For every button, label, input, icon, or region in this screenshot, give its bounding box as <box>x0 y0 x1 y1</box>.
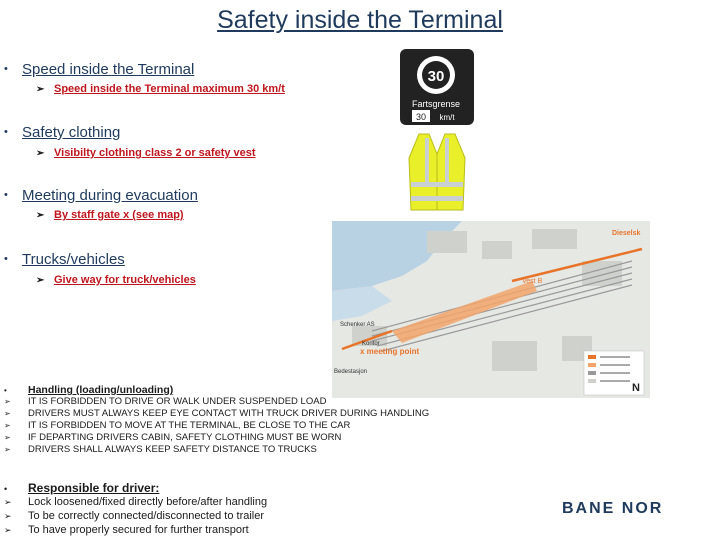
map-label-bedestasjon: Bedestasjon <box>334 369 368 375</box>
bullet-clothing: • Safety clothing <box>4 124 121 141</box>
sign-unit: km/t <box>439 113 455 122</box>
handling-rules: • Handling (loading/unloading) ➢ IT IS FORBIDDEN TO DRIVE OR WALK UNDER SUSPENDED LOAD ➢ DRIVERS MUST ALWAYS KEEP EYE CONTACT WITH TRUCK DRIVER DURING HANDLING ➢ IT IS FORBIDDEN TO MOVE AT THE TERMINAL, BE CLOSE TO THE CAR ➢ IF DEPARTING DRIVERS CABIN, SAFETY CLOTHING MUST BE WORN ➢ DRIVERS SHALL ALWAYS KEEP SAFETY DISTANCE TO TRUCKS <box>4 384 430 455</box>
sub-trucks: ➢ Give way for truck/vehicles <box>36 274 196 286</box>
map-label-kontor: Kontor <box>362 341 380 347</box>
terminal-map <box>332 221 650 398</box>
map-label-vest: Vest B <box>522 278 543 285</box>
list-item: ➢ IF DEPARTING DRIVERS CABIN, SAFETY CLOTHING MUST BE WORN <box>4 432 342 443</box>
safety-vest-icon <box>405 132 469 212</box>
driver-rules: • Responsible for driver: ➢ Lock loosened/fixed directly before/after handling ➢ To be correctly connected/disconnected to trailer ➢ To have properly secured for further transport <box>4 481 268 536</box>
list-item: ➢ IT IS FORBIDDEN TO MOVE AT THE TERMINAL, BE CLOSE TO THE CAR <box>4 420 351 431</box>
north-arrow-icon: N <box>632 382 640 394</box>
map-label-schenker: Schenker AS <box>340 322 375 328</box>
list-item: ➢ DRIVERS MUST ALWAYS KEEP EYE CONTACT WITH TRUCK DRIVER DURING HANDLING <box>4 408 430 419</box>
bullet-evacuation: • Meeting during evacuation <box>4 187 198 204</box>
sub-clothing: ➢ Visibilty clothing class 2 or safety vest <box>36 147 256 159</box>
list-item: ➢ To be correctly connected/disconnected to trailer <box>4 510 265 522</box>
sign-number: 30 <box>427 68 445 85</box>
speed-limit-sign-icon <box>399 48 475 126</box>
sign-value: 30 <box>415 112 427 122</box>
sign-label: Fartsgrense <box>411 99 461 109</box>
list-item: ➢ To have properly secured for further transport <box>4 524 249 536</box>
map-label-diesel: Dieselsk <box>612 230 641 237</box>
sub-evacuation: ➢ By staff gate x (see map) <box>36 209 184 221</box>
handling-heading: Handling (loading/unloading) <box>28 384 174 396</box>
list-item: ➢ Lock loosened/fixed directly before/after handling <box>4 496 268 508</box>
driver-heading: Responsible for driver: <box>28 481 160 495</box>
list-item: ➢ DRIVERS SHALL ALWAYS KEEP SAFETY DISTANCE TO TRUCKS <box>4 444 317 455</box>
bullet-speed: • Speed inside the Terminal <box>4 61 195 78</box>
map-label-meeting: x meeting point <box>360 347 420 356</box>
bullet-trucks: • Trucks/vehicles <box>4 251 125 268</box>
bane-nor-logo: BANE NOR <box>562 500 664 517</box>
sub-speed: ➢ Speed inside the Terminal maximum 30 km/t <box>36 83 285 95</box>
page-title: Safety inside the Terminal <box>217 6 503 34</box>
list-item: ➢ IT IS FORBIDDEN TO DRIVE OR WALK UNDER SUSPENDED LOAD <box>4 396 327 407</box>
